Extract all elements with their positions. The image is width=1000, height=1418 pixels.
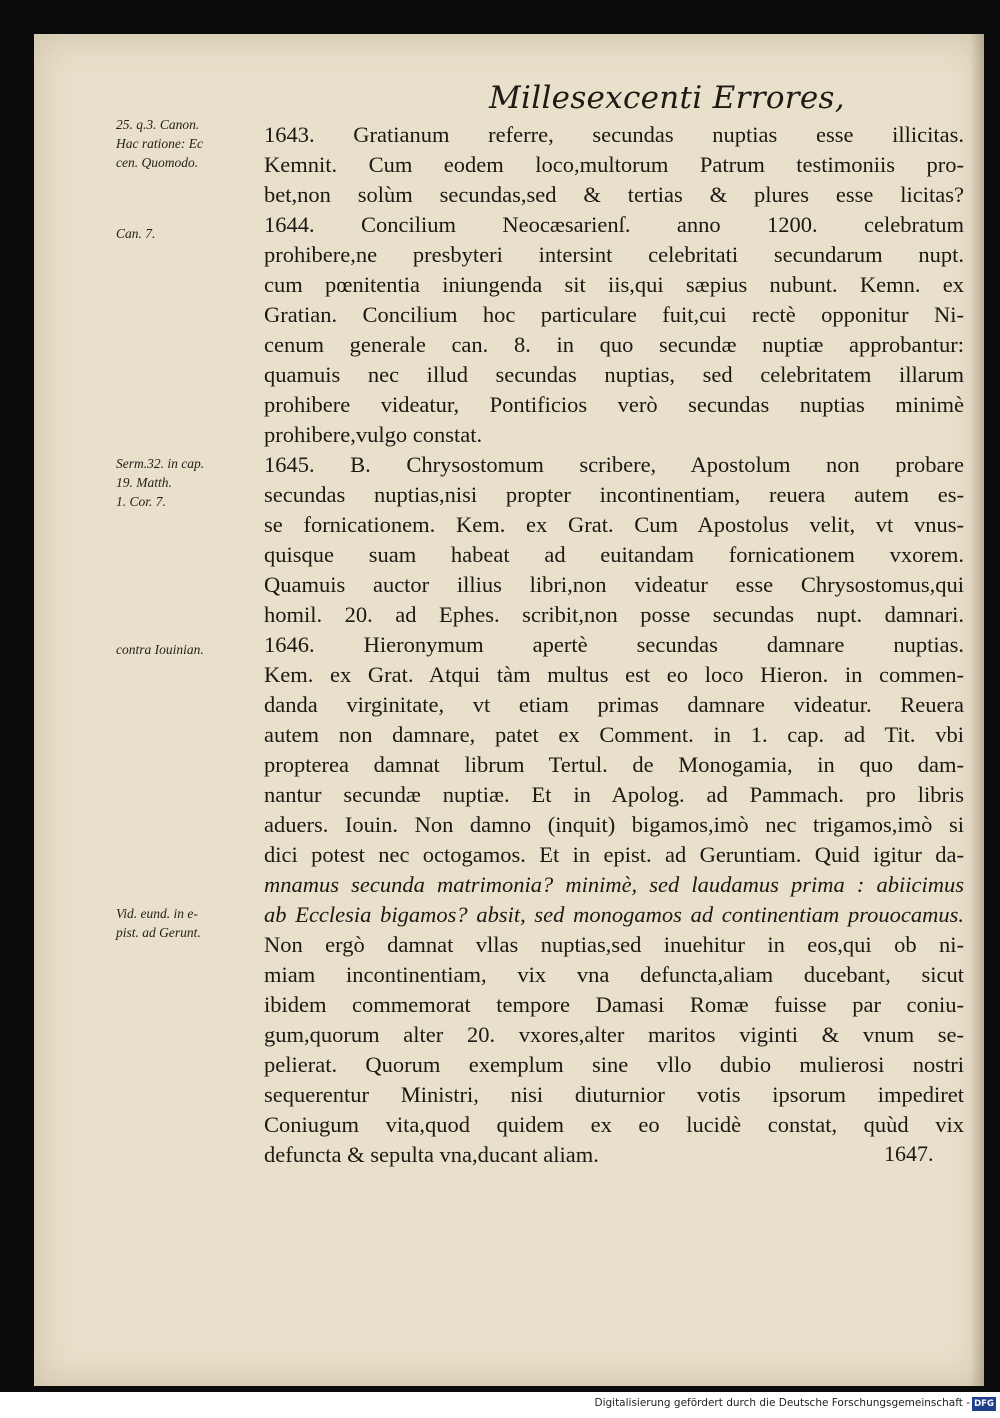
- text-line: prohibere,ne presbyteri intersint celebritati secundarum nupt.: [264, 242, 964, 267]
- margin-note: [116, 115, 266, 172]
- margin-note-line: 1. Cor. 7.: [116, 494, 166, 509]
- text-line: danda virginitate, vt etiam primas damnare videatur. Reuera: [264, 692, 964, 717]
- text-line: mnamus secunda matrimonia? minimè, sed laudamus prima : abiicimus: [264, 872, 964, 897]
- margin-note-line: 25. q.3. Canon.: [116, 117, 200, 132]
- text-line: prohibere videatur, Pontificios verò secundas nuptias minimè: [264, 392, 964, 417]
- text-line: Quamuis auctor illius libri,non videatur esse Chrysostomus,qui: [264, 572, 964, 597]
- margin-note-line: pist. ad Gerunt.: [116, 925, 201, 940]
- margin-note-line: cen. Quomodo.: [116, 155, 199, 170]
- margin-note: [116, 904, 266, 942]
- text-line: autem non damnare, patet ex Comment. in 1. cap. ad Tit. vbi: [264, 722, 964, 747]
- margin-note-line: Vid. eund. in e-: [116, 906, 198, 921]
- text-line: ibidem commemorat tempore Damasi Romæ fuisse par coniu-: [264, 992, 964, 1017]
- text-line: bet,non solùm secundas,sed & tertias & plures esse licitas?: [264, 182, 964, 207]
- text-line: Non ergò damnat vllas nuptias,sed inuehitur in eos,qui ob ni-: [264, 932, 964, 957]
- text-line: 1643. Gratianum referre, secundas nuptias esse illicitas.: [264, 122, 964, 147]
- text-line: cenum generale can. 8. in quo secundæ nuptiæ approbantur:: [264, 332, 964, 357]
- margin-note-line: Serm.32. in cap.: [116, 456, 205, 471]
- text-line: defuncta & sepulta vna,ducant aliam.: [264, 1142, 599, 1167]
- margin-note-line: Can. 7.: [116, 226, 156, 241]
- text-line: pelierat. Quorum exemplum sine vllo dubio mulierosi nostri: [264, 1052, 964, 1077]
- text-line: aduers. Iouin. Non damno (inquit) bigamos,imò nec trigamos,imò si: [264, 812, 964, 837]
- text-line: 1646. Hieronymum apertè secundas damnare nuptias.: [264, 632, 964, 657]
- text-line: gum,quorum alter 20. vxores,alter maritos viginti & vnum se-: [264, 1022, 964, 1047]
- margin-note-line: Hac ratione: Ec: [116, 136, 203, 151]
- text-line: prohibere,vulgo constat.: [264, 422, 483, 447]
- text-line: ab Ecclesia bigamos? absit, sed monogamos ad continentiam prouocamus.: [264, 902, 964, 927]
- text-line: 1644. Concilium Neocæsarienſ. anno 1200. celebratum: [264, 212, 964, 237]
- text-line: secundas nuptias,nisi propter incontinentiam, reuera autem es-: [264, 482, 964, 507]
- text-line: quamuis nec illud secundas nuptias, sed celebritatem illarum: [264, 362, 964, 387]
- text-line: cum pœnitentia iniungenda sit iis,qui sæpius nubunt. Kemn. ex: [264, 272, 964, 297]
- catchword: 1647.: [884, 1141, 934, 1166]
- text-line: sequerentur Ministri, nisi diuturnior votis ipsorum impediret: [264, 1082, 964, 1107]
- margin-note: [116, 224, 266, 243]
- text-line: Coniugum vita,quod quidem ex eo lucidè constat, quùd vix: [264, 1112, 964, 1137]
- book-page: [34, 34, 984, 1386]
- text-line: 1645. B. Chrysostomum scribere, Apostolum non probare: [264, 452, 964, 477]
- margin-note-line: contra Iouinian.: [116, 642, 204, 657]
- text-line: quisque suam habeat ad euitandam fornicationem vxorem.: [264, 542, 964, 567]
- text-line: Kemnit. Cum eodem loco,multorum Patrum testimoniis pro-: [264, 152, 964, 177]
- text-line: Kem. ex Grat. Atqui tàm multus est eo loco Hieron. in commen-: [264, 662, 964, 687]
- margin-note: [116, 640, 266, 659]
- text-line: miam incontinentiam, vix vna defuncta,aliam ducebant, sicut: [264, 962, 964, 987]
- text-line: propterea damnat librum Tertul. de Monogamia, in quo dam-: [264, 752, 964, 777]
- dfg-logo-icon: DFG: [972, 1397, 996, 1411]
- margin-note: [116, 454, 266, 511]
- page-edge-shadow: [970, 34, 984, 1386]
- text-line: Gratian. Concilium hoc particulare fuit,cui rectè opponitur Ni-: [264, 302, 964, 327]
- footer-credit: Digitalisierung gefördert durch die Deutsche Forschungsgemeinschaft -: [594, 1397, 970, 1409]
- margin-note-line: 19. Matth.: [116, 475, 172, 490]
- text-line: dici potest nec octogamos. Et in epist. ad Geruntiam. Quid igitur da-: [264, 842, 964, 867]
- text-line: se fornicationem. Kem. ex Grat. Cum Apostolus velit, vt vnus-: [264, 512, 964, 537]
- digitization-footer: [0, 1392, 1000, 1418]
- running-head: Millesexcenti Errores,: [489, 80, 845, 116]
- text-line: nantur secundæ nuptiæ. Et in Apolog. ad Pammach. pro libris: [264, 782, 964, 807]
- text-line: homil. 20. ad Ephes. scribit,non posse secundas nupt. damnari.: [264, 602, 964, 627]
